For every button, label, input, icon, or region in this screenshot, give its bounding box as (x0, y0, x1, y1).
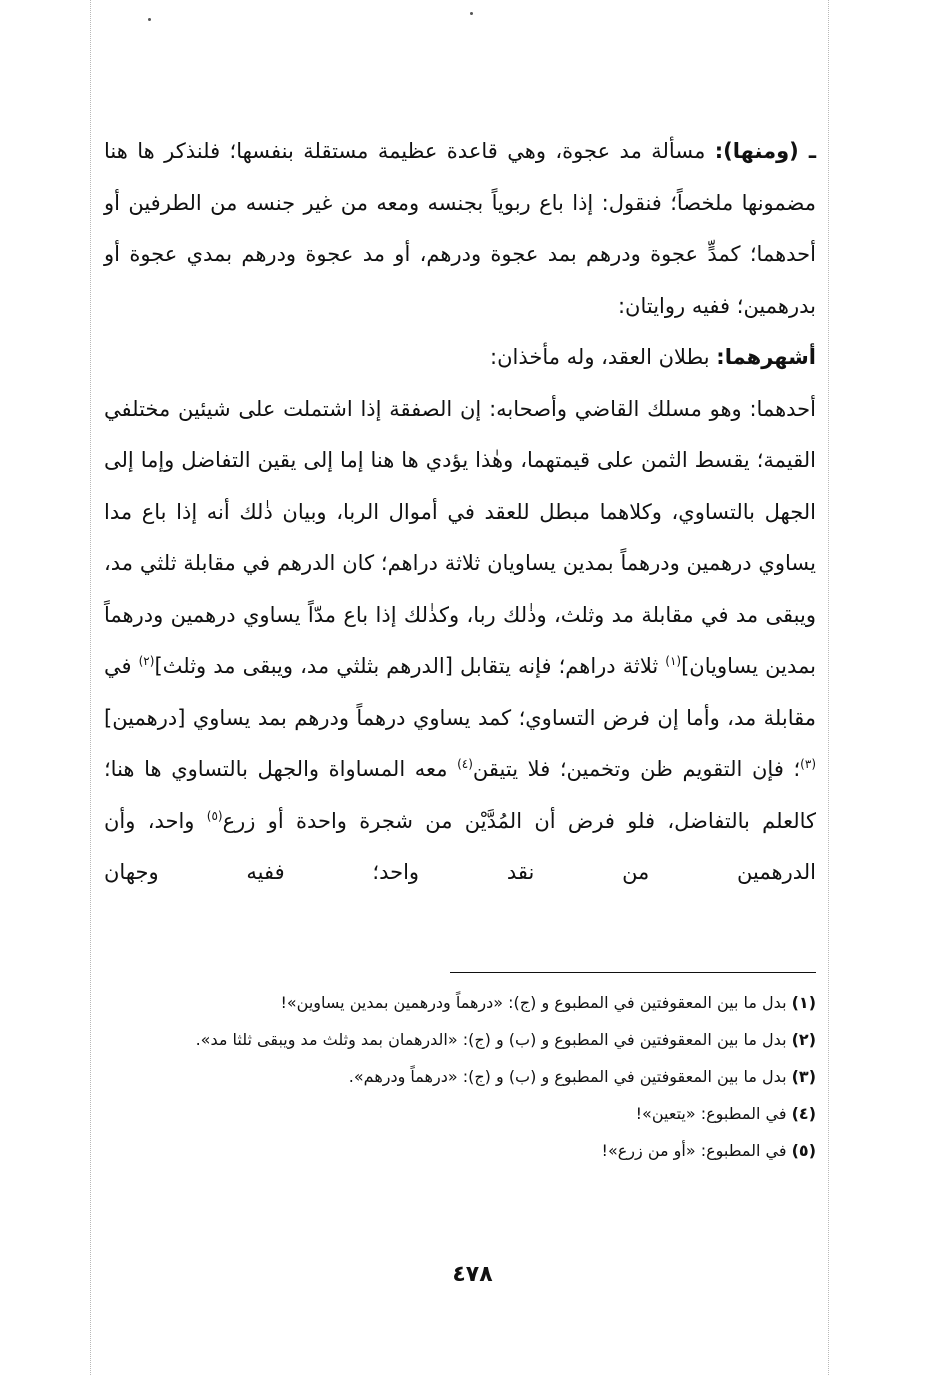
footnote-number: (٢) (791, 1030, 816, 1049)
paragraph-3-segment: في مقابلة مد، وأما إن فرض التساوي؛ كمد يساوي درهماً ودرهم بمد يساوي [درهمين] (104, 654, 816, 730)
scan-speck (470, 12, 473, 15)
paragraph-2-text: بطلان العقد، وله مأخذان: (490, 345, 717, 369)
paragraph-2-lead: أشهرهما: (716, 345, 816, 369)
footnote-ref-4: (٤) (457, 757, 473, 771)
margin-guide-left (90, 0, 91, 1375)
footnotes (104, 984, 816, 1169)
paragraph-2 (104, 332, 816, 384)
paragraph-1 (104, 126, 816, 332)
page-number: ٤٧٨ (452, 1262, 493, 1287)
footnote-text: بدل ما بين المعقوفتين في المطبوع و (ب) و (ج): «الدرهمان بمد وثلث مد ويبقى ثلثا مد». (195, 1030, 792, 1049)
footnote-text: في المطبوع: «يتعين»! (635, 1104, 792, 1123)
footnote-text: بدل ما بين المعقوفتين في المطبوع و (ب) و (ج): «درهماً ودرهم». (348, 1067, 792, 1086)
footnote-ref-3: (٣) (800, 757, 816, 771)
margin-guide-right (828, 0, 829, 1375)
footnote-2 (104, 1021, 816, 1058)
main-text (104, 126, 816, 899)
footnote-ref-2: (٢) (138, 654, 155, 668)
paragraph-3 (104, 384, 816, 899)
scan-speck (148, 18, 151, 21)
footnote-4 (104, 1095, 816, 1132)
footnote-ref-1: (١) (665, 654, 682, 668)
footnote-3 (104, 1058, 816, 1095)
paragraph-3-segment: واحد، وأن الدرهمين من نقد واحد؛ ففيه وجهان (104, 808, 816, 884)
footnote-text: في المطبوع: «أو من زرع»! (601, 1141, 792, 1160)
paragraph-1-text: مسألة مد عجوة، وهي قاعدة عظيمة مستقلة بنفسها؛ فلنذكر ها هنا مضمونها ملخصاً؛ فنقول: إذا باع ربوياً بجنسه ومعه من غير جنسه من الطرفين أو أحدهما؛ كمدٍّ عجوة ودرهم بمد عجوة ودرهم، أو مد عجوة ودرهم بمدي عجوة أو بدرهمين؛ ففيه روايتان: (104, 139, 816, 318)
footnote-1 (104, 984, 816, 1021)
footnote-separator (450, 972, 816, 973)
paragraph-3-segment: معه المساواة والجهل بالتساوي ها هنا؛ كالعلم بالتفاضل، فلو فرض أن المُدَّيْن من شجرة واحدة أو زرع (104, 757, 816, 833)
footnote-number: (٤) (791, 1104, 816, 1123)
footnote-ref-5: (٥) (206, 808, 223, 823)
paragraph-3-segment: أحدهما: وهو مسلك القاضي وأصحابه: إن الصفقة إذا اشتملت على شيئين مختلفي القيمة؛ يقسط الثمن على قيمتهما، وهٰذا يؤدي ها هنا إما إلى يقين التفاضل وإما إلى الجهل بالتساوي، وكلاهما مبطل للعقد في أموال الربا، وبيان ذٰلك أنه إذا باع مدا يساوي درهمين ودرهماً بمدين يساويان ثلاثة دراهم؛ كان الدرهم في مقابلة ثلثي مد، ويبقى مد في مقابلة مد وثلث، وذٰلك ربا، وكذٰلك إذا باع مدّاً يساوي درهمين ودرهماً بمدين يساويان] (104, 396, 816, 678)
paragraph-3-segment: ؛ فإن التقويم ظن وتخمين؛ فلا يتيقن (472, 757, 801, 781)
footnote-number: (٣) (791, 1067, 816, 1086)
footnote-number: (٥) (791, 1141, 816, 1160)
footnote-number: (١) (791, 993, 816, 1012)
footnote-5 (104, 1132, 816, 1169)
paragraph-1-lead: ـ (ومنها): (714, 139, 816, 163)
footnote-text: بدل ما بين المعقوفتين في المطبوع و (ج): «درهماً ودرهمين بمدين يساوين»! (280, 993, 792, 1012)
paragraph-3-segment: ثلاثة دراهم؛ فإنه يتقابل [الدرهم بثلثي مد، ويبقى مد وثلث] (154, 654, 666, 678)
